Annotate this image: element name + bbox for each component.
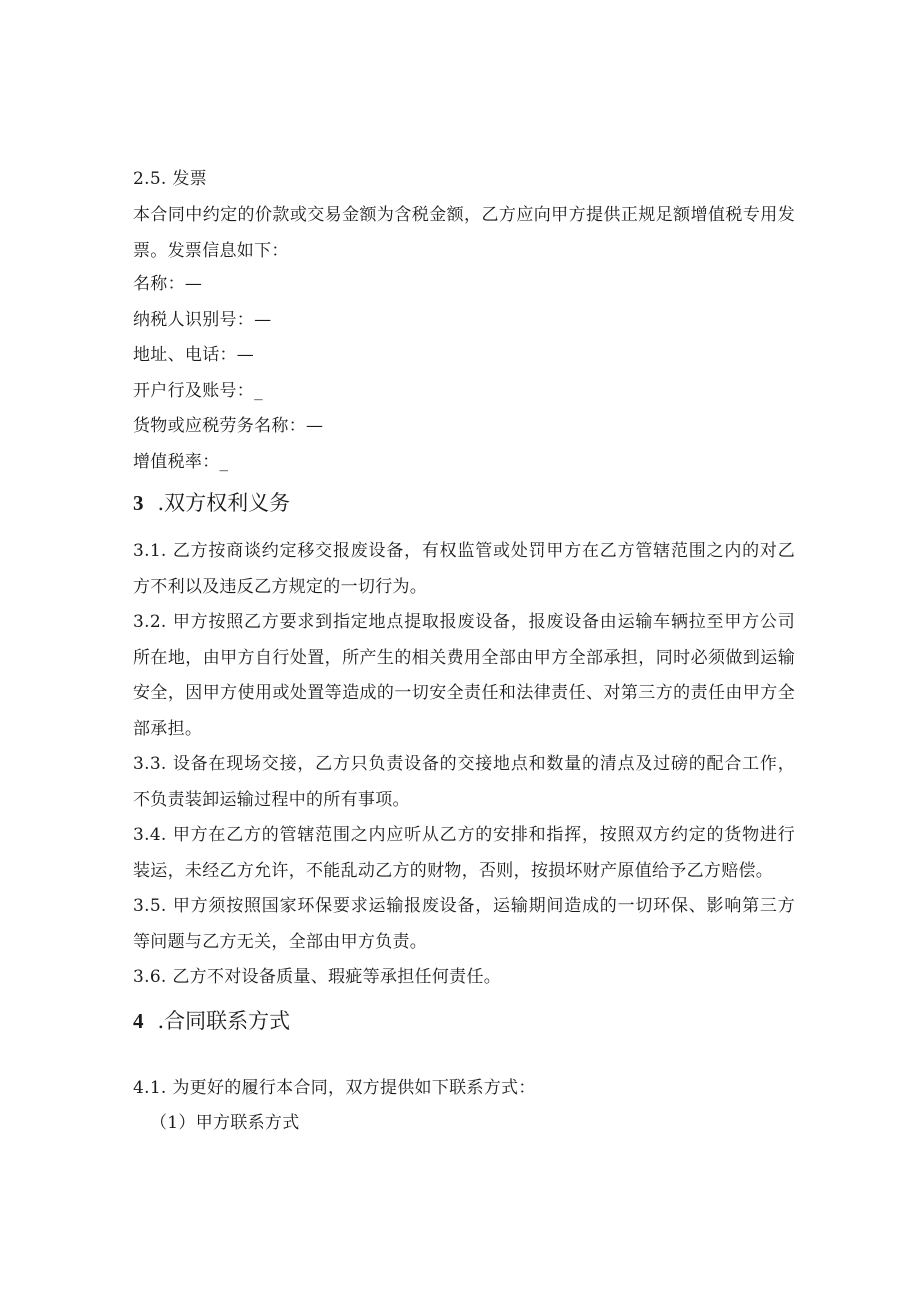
section-3-number: 3	[133, 491, 144, 515]
clause-4-1: 4.1. 为更好的履行本合同，双方提供如下联系方式：	[133, 1078, 536, 1098]
clause-3-6: 3.6. 乙方不对设备质量、瑕疵等承担任何责任。	[133, 967, 502, 987]
section-4-title: .合同联系方式	[157, 1009, 291, 1033]
invoice-field-goods-name: 货物或应税劳务名称：—	[133, 416, 324, 436]
section-3-title: .双方权利义务	[157, 491, 291, 515]
clause-3-1: 3.1. 乙方按商谈约定移交报废设备，有权监管或处罚甲方在乙方管辖范围之内的对乙方不利以及违反乙方规定的一切行为。	[133, 541, 795, 597]
section-3-heading	[133, 489, 733, 517]
clause-3-3: 3.3. 设备在现场交接，乙方只负责设备的交接地点和数量的清点及过磅的配合工作，不负责装卸运输过程中的所有事项。	[133, 754, 795, 810]
invoice-field-bank-account: 开户行及账号：_	[133, 381, 263, 401]
section-4-heading	[133, 1007, 733, 1035]
invoice-field-name: 名称：—	[133, 274, 203, 294]
section-2-5-title: 2.5. 发票	[133, 169, 207, 189]
section-2-5-body: 本合同中约定的价款或交易金额为含税金额，乙方应向甲方提供正规足额增值税专用发票。发票信息如下：	[133, 205, 795, 261]
clause-3-5: 3.5. 甲方须按照国家环保要求运输报废设备，运输期间造成的一切环保、影响第三方等问题与乙方无关，全部由甲方负责。	[133, 896, 795, 952]
invoice-field-tax-id: 纳税人识别号：—	[133, 310, 272, 330]
invoice-field-address-phone: 地址、电话：—	[133, 345, 255, 365]
clause-3-2: 3.2. 甲方按照乙方要求到指定地点提取报废设备，报废设备由运输车辆拉至甲方公司所在地，由甲方自行处置，所产生的相关费用全部由甲方全部承担，同时必须做到运输安全，因甲方使用或处置等造成的一切安全责任和法律责任、对第三方的责任由甲方全部承担。	[133, 612, 795, 739]
clause-4-1-sub-1: （1）甲方联系方式	[150, 1113, 300, 1133]
clause-3-4: 3.4. 甲方在乙方的管辖范围之内应听从乙方的安排和指挥，按照双方约定的货物进行装运，未经乙方允许，不能乱动乙方的财物，否则，按损坏财产原值给予乙方赔偿。	[133, 825, 795, 881]
invoice-field-vat-rate: 增值税率：_	[133, 452, 229, 472]
section-4-number: 4	[133, 1009, 144, 1033]
